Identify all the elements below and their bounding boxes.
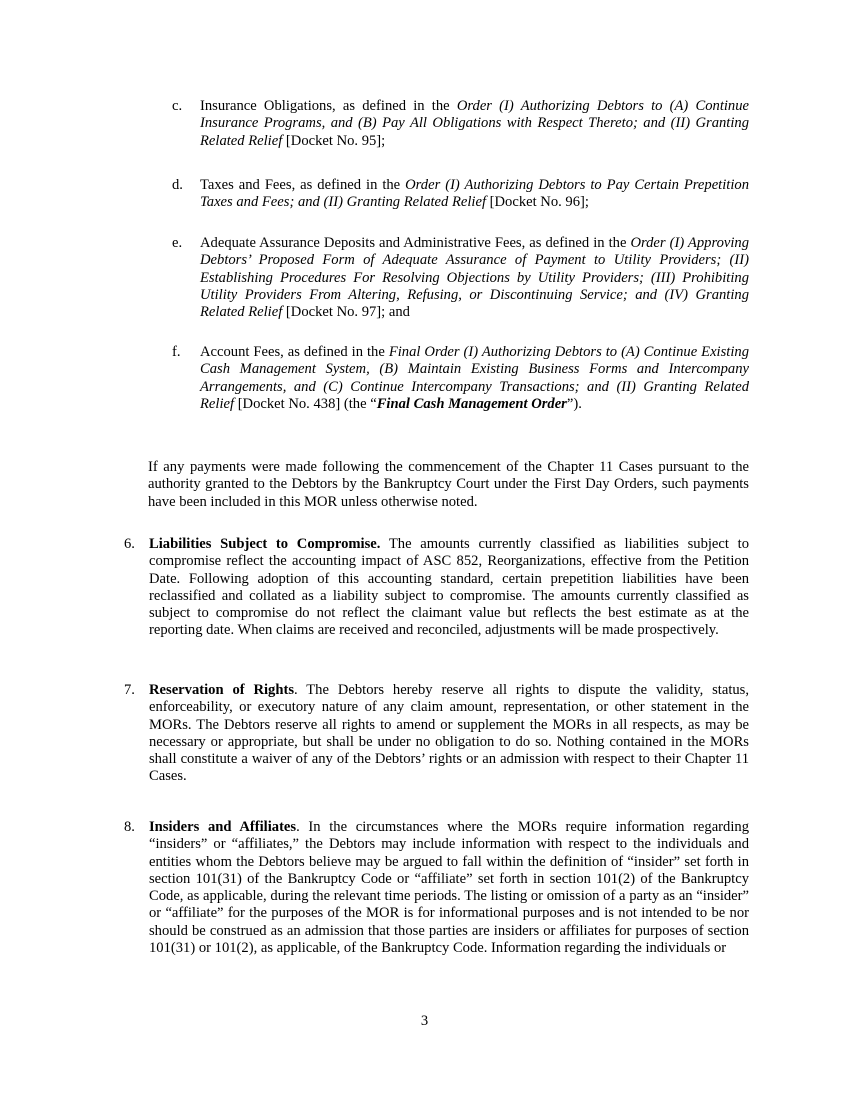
section-text: Reservation of Rights. The Debtors hereby reserve all rights to dispute the validity, status, enforceability, or executory nature of any claim amount, representation, or other statement in the MORs. The Debtors reserve all rights to amend or supplement the MORs in all respects, as may be necessary or appropriate, but shall be under no obligation to do so. Nothing contained in the MORs shall constitute a waiver of any of the Debtors’ rights or an admission with respect to their Chapter 11 Cases.	[149, 682, 749, 785]
section-text: Liabilities Subject to Compromise. The amounts currently classified as liabilities subject to compromise reflect the accounting impact of ASC 852, Reorganizations, effective from the Petition Date. Following adoption of this accounting standard, certain prepetition liabilities have been reclassified and collated as a liability subject to compromise. The amounts currently classified as subject to compromise do not reflect the claimant value but reflects the best estimate as at the reporting date. When claims are received and reconciled, adjustments will be made prospectively.	[149, 536, 750, 639]
order-title: Order (I) Approving Debtors’ Proposed Form of Adequate Assurance of Payment to Utility Providers; (II) Establishing Procedures For Resolving Objections by Utility Providers; (III) Prohibiting Utility Providers From Altering, Refusing, or Discontinuing Service; and (IV) Granting Related Relief	[200, 235, 749, 321]
order-title: Order (I) Authorizing Debtors to (A) Continue Insurance Programs, and (B) Pay All Obligations with Respect Thereto; and (II) Granting Related Relief	[200, 98, 749, 149]
section-8	[124, 819, 749, 957]
list-text: Insurance Obligations, as defined in the Order (I) Authorizing Debtors to (A) Continue Insurance Programs, and (B) Pay All Obligations with Respect Thereto; and (II) Granting Related Relief [Docket No. 95];	[200, 98, 749, 149]
list-text: Taxes and Fees, as defined in the Order (I) Authorizing Debtors to Pay Certain Prepetition Taxes and Fees; and (II) Granting Related Relief [Docket No. 96];	[200, 177, 749, 211]
payments-paragraph: If any payments were made following the commencement of the Chapter 11 Cases pursuant to the authority granted to the Debtors by the Bankruptcy Court under the First Day Orders, such payments have been included in this MOR unless otherwise noted.	[148, 459, 749, 510]
list-label: f.	[172, 344, 181, 360]
list-label: d.	[172, 177, 183, 193]
list-item-f	[172, 344, 749, 413]
order-title: Final Order (I) Authorizing Debtors to (A) Continue Existing Cash Management System, (B) Maintain Existing Business Forms and Intercompany Arrangements, and (C) Continue Intercompany Transactions; and (II) Granting Related Relief	[200, 344, 749, 412]
order-title: Order (I) Authorizing Debtors to Pay Certain Prepetition Taxes and Fees; and (II) Granting Related Relief	[200, 177, 749, 211]
section-6	[124, 536, 749, 640]
list-text: Account Fees, as defined in the Final Order (I) Authorizing Debtors to (A) Continue Existing Cash Management System, (B) Maintain Existing Business Forms and Intercompany Arrangements, and (C) Continue Intercompany Transactions; and (II) Granting Related Relief [Docket No. 438] (the “Final Cash Management Order”).	[200, 344, 749, 412]
section-heading: Liabilities Subject to Compromise.	[149, 536, 381, 552]
page-number: 3	[420, 1013, 429, 1029]
section-7	[124, 682, 749, 786]
list-item-d	[172, 177, 749, 212]
section-number: 7.	[124, 682, 135, 698]
list-text: Adequate Assurance Deposits and Administrative Fees, as defined in the Order (I) Approving Debtors’ Proposed Form of Adequate Assurance of Payment to Utility Providers; (II) Establishing Procedures For Resolving Objections by Utility Providers; (III) Prohibiting Utility Providers From Altering, Refusing, or Discontinuing Service; and (IV) Granting Related Relief [Docket No. 97]; and	[200, 235, 749, 321]
section-heading: Reservation of Rights	[149, 682, 295, 698]
section-number: 6.	[124, 536, 135, 552]
defined-term: Final Cash Management Order	[376, 395, 567, 412]
list-item-e	[172, 235, 749, 321]
list-item-c	[172, 98, 749, 150]
section-number: 8.	[124, 819, 135, 835]
list-label: e.	[172, 235, 183, 251]
list-label: c.	[172, 98, 183, 114]
section-text: Insiders and Affiliates. In the circumstances where the MORs require information regarding “insiders” or “affiliates,” the Debtors may include information with respect to the individuals and entities whom the Debtors believe may be argued to fall within the definition of “insider” set forth in section 101(31) of the Bankruptcy Code or “affiliate” set forth in section 101(2) of the Bankruptcy Code, as applicable, during the relevant time periods. The listing or omission of a party as an “insider” or “affiliate” for the purposes of the MOR is for informational purposes and is not intended to be nor should be construed as an admission that those parties are insiders or affiliates for purposes of section 101(31) or 101(2), as applicable, of the Bankruptcy Code. Information regarding the individuals or	[149, 819, 749, 957]
section-heading: Insiders and Affiliates	[149, 819, 297, 835]
